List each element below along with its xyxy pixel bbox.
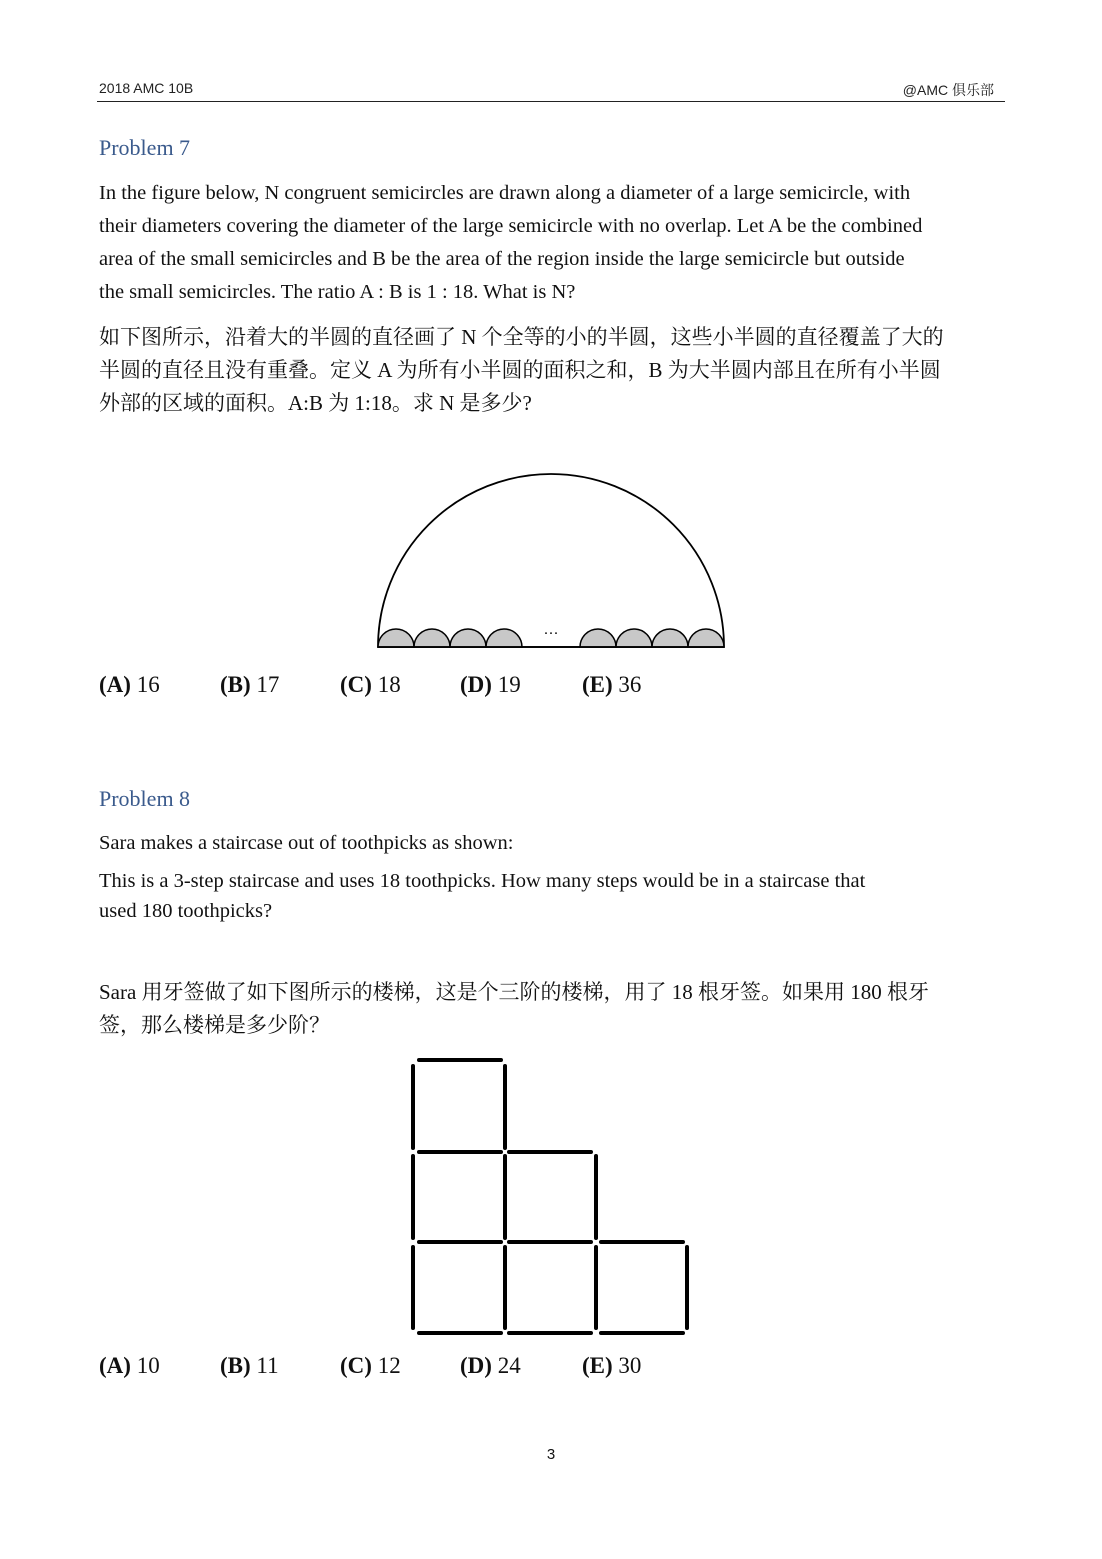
choice-letter: (A): [99, 1353, 131, 1378]
choice-value: 11: [256, 1353, 279, 1378]
header-rule: [97, 101, 1005, 102]
small-semicircle: [378, 629, 414, 647]
choice-value: 10: [136, 1353, 160, 1378]
choice-d[interactable]: [460, 1353, 521, 1379]
choice-c[interactable]: [340, 672, 401, 698]
figure-ellipsis: ···: [543, 626, 559, 642]
problem7-cn-line: 半圆的直径且没有重叠。定义 A 为所有小半圆的面积之和，B 为大半圆内部且在所有小半圆: [99, 358, 941, 382]
problem7-en-line: In the figure below, N congruent semicircles are drawn along a diameter of a large semicircle, with: [99, 182, 911, 204]
header-left: 2018 AMC 10B: [99, 80, 194, 96]
choice-e[interactable]: [582, 1353, 641, 1379]
choice-letter: (E): [582, 672, 613, 697]
header-right: @AMC 俱乐部: [902, 82, 994, 98]
semicircle-figure: [370, 468, 732, 652]
problem8-cn-line: 签，那么楼梯是多少阶？: [99, 1013, 330, 1037]
choice-letter: (E): [582, 1353, 613, 1378]
choice-b[interactable]: [220, 1353, 279, 1379]
choice-letter: (B): [220, 1353, 251, 1378]
problem7-cn-line: 外部的区域的面积。A:B 为 1:18。求 N 是多少?: [99, 391, 532, 415]
problem8-intro: Sara makes a staircase out of toothpicks as shown:: [99, 832, 514, 854]
choice-letter: (C): [340, 672, 372, 697]
problem8-statement-en: [99, 866, 1004, 926]
choice-value: 12: [377, 1353, 401, 1378]
small-semicircle: [580, 629, 616, 647]
small-semicircle: [450, 629, 486, 647]
problem8-en-line: used 180 toothpicks?: [99, 900, 273, 922]
problem7-en-line: the small semicircles. The ratio A : B is 1 : 18. What is N?: [99, 281, 576, 303]
choice-value: 16: [136, 672, 160, 697]
choice-value: 17: [256, 672, 280, 697]
problem7-cn-line: 如下图所示，沿着大的半圆的直径画了 N 个全等的小的半圆，这些小半圆的直径覆盖了大的: [99, 325, 944, 349]
small-semicircle: [616, 629, 652, 647]
choice-e[interactable]: [582, 672, 641, 698]
problem7-title: Problem 7: [99, 135, 191, 160]
choice-value: 18: [377, 672, 401, 697]
choice-value: 30: [618, 1353, 642, 1378]
toothpick-staircase-figure: [405, 1052, 695, 1342]
problem7-statement-en: [99, 177, 1004, 309]
choice-letter: (C): [340, 1353, 372, 1378]
choice-a[interactable]: [99, 672, 160, 698]
choice-d[interactable]: [460, 672, 521, 698]
choice-a[interactable]: [99, 1353, 160, 1379]
problem8-en-line: This is a 3-step staircase and uses 18 toothpicks. How many steps would be in a staircase that: [99, 870, 866, 892]
small-semicircle: [486, 629, 522, 647]
choice-c[interactable]: [340, 1353, 401, 1379]
choice-b[interactable]: [220, 672, 279, 698]
small-semicircle: [688, 629, 724, 647]
choice-value: 19: [497, 672, 521, 697]
small-semicircle: [414, 629, 450, 647]
choice-value: 36: [618, 672, 642, 697]
page-number: 3: [546, 1446, 556, 1463]
problem8-title: Problem 8: [99, 786, 191, 811]
problem8-cn-line: Sara 用牙签做了如下图所示的楼梯，这是个三阶的楼梯，用了 18 根牙签。如果用 180 根牙: [99, 980, 930, 1004]
problem7-en-line: area of the small semicircles and B be the area of the region inside the large semicircle but outside: [99, 248, 905, 270]
choice-letter: (D): [460, 672, 492, 697]
large-semicircle: [378, 474, 724, 647]
choice-value: 24: [497, 1353, 521, 1378]
choice-letter: (B): [220, 672, 251, 697]
problem7-statement-cn: [99, 321, 1004, 420]
problem7-en-line: their diameters covering the diameter of the large semicircle with no overlap. Let A be the combined: [99, 215, 923, 237]
problem8-statement-cn: [99, 976, 1004, 1042]
choice-letter: (D): [460, 1353, 492, 1378]
choice-letter: (A): [99, 672, 131, 697]
small-semicircle: [652, 629, 688, 647]
